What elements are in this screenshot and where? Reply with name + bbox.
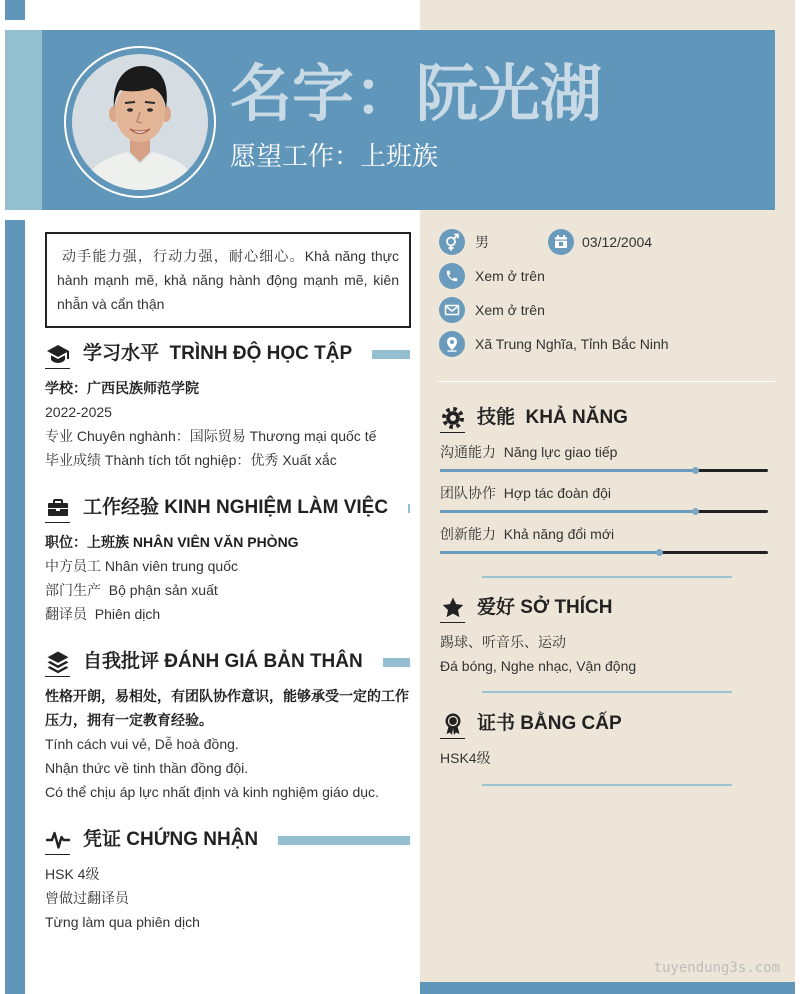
- heading-underline: [45, 522, 70, 523]
- birthday-row: [548, 229, 652, 255]
- hobby-item: Đá bóng, Nghe nhạc, Vận động: [440, 658, 637, 674]
- skill-bar: [440, 551, 768, 554]
- heading-bar: [278, 836, 410, 845]
- heading-underline: [440, 738, 465, 739]
- section-heading: [440, 594, 768, 622]
- heading-bar: [372, 350, 410, 359]
- gender-row: [439, 229, 489, 255]
- section-heading: [45, 648, 410, 676]
- section-title: 工作经验 KINH NGHIỆM LÀM VIỆC: [83, 497, 389, 518]
- experience-item: 翻译员 Phiên dịch: [45, 606, 161, 622]
- section-body: [45, 530, 410, 626]
- skill-label: 团队协作 Hợp tác đoàn đội: [440, 485, 612, 501]
- contact-divider: [438, 381, 775, 382]
- phone-icon: [439, 263, 465, 289]
- watermark: tuyendung3s.com: [653, 960, 780, 976]
- skill-bar-knob: [692, 508, 699, 515]
- summary-box: 动手能力强，行动力强，耐心细心。Khả năng thực hành mạnh mẽ, khả năng hành động mạnh mẽ, kiên nhẫn và cẩn thận: [45, 232, 411, 328]
- heading-underline: [440, 432, 465, 433]
- skill-bar-fill: [440, 510, 696, 513]
- skill-bar: [440, 510, 768, 513]
- bottom-accent-strip: [420, 982, 795, 994]
- section-heading: [45, 494, 410, 522]
- section-heading: [440, 710, 768, 738]
- credentials-section: [45, 826, 410, 986]
- skill-bar: [440, 469, 768, 472]
- heading-bar: [408, 504, 410, 513]
- skill-bar-fill: [440, 469, 696, 472]
- assessment-item: Có thể chịu áp lực nhất định và kinh nghiệm giáo dục.: [45, 784, 379, 800]
- skill-label: 沟通能力 Năng lực giao tiếp: [440, 444, 618, 460]
- section-body: [440, 746, 775, 770]
- section-title: 自我批评 ĐÁNH GIÁ BẢN THÂN: [83, 651, 363, 672]
- section-title: 爱好 SỞ THÍCH: [477, 597, 613, 618]
- section-heading: [45, 826, 410, 854]
- skill-label: 创新能力 Khả năng đổi mới: [440, 526, 615, 542]
- skills-list: [440, 440, 768, 563]
- assessment-item: Nhận thức về tinh thần đồng đội.: [45, 760, 249, 776]
- email-value: Xem ở trên: [475, 302, 545, 318]
- skill-item: [440, 522, 768, 563]
- section-body: [440, 630, 775, 678]
- education-section: [45, 340, 410, 500]
- star-icon: [440, 596, 465, 620]
- section-title: 证书 BẰNG CẤP: [477, 713, 622, 734]
- gender-value: 男: [475, 234, 489, 250]
- heading-underline: [440, 622, 465, 623]
- credential-item: HSK 4级: [45, 866, 100, 882]
- header-accent-strip: [5, 30, 42, 210]
- assessment-highlight: 性格开朗，易相处，有团队协作意识，能够承受一定的工作压力，拥有一定教育经验。: [45, 688, 409, 728]
- graduation-result: 毕业成绩 Thành tích tốt nghiệp：优秀 Xuất xắc: [45, 452, 337, 468]
- profile-photo: [72, 54, 208, 190]
- candidate-name: 名字：阮光湖: [230, 60, 603, 129]
- section-body: [45, 862, 410, 934]
- location-icon: [439, 331, 465, 357]
- skill-bar-knob: [656, 549, 663, 556]
- award-icon: [440, 712, 465, 736]
- heading-bar: [383, 658, 410, 667]
- address-row: [439, 331, 669, 357]
- school-name: 学校：广西民族师范学院: [45, 380, 199, 396]
- desired-job: 愿望工作：上班族: [230, 141, 439, 171]
- heading-underline: [45, 854, 70, 855]
- gender-icon: [439, 229, 465, 255]
- address-value: Xã Trung Nghĩa, Tỉnh Bắc Ninh: [475, 336, 669, 352]
- section-body: [45, 376, 410, 472]
- skills-section: [440, 404, 768, 564]
- experience-item: 中方员工 Nhân viên trung quốc: [45, 558, 238, 574]
- section-heading: [45, 340, 410, 368]
- corner-accent-square: [5, 0, 25, 20]
- email-icon: [439, 297, 465, 323]
- heading-underline: [45, 676, 70, 677]
- birthday-value: 03/12/2004: [582, 234, 653, 250]
- section-divider: [482, 576, 732, 578]
- layers-icon: [45, 650, 70, 674]
- email-row: [439, 297, 545, 323]
- section-divider: [482, 691, 732, 693]
- certificate-item: HSK4级: [440, 750, 491, 766]
- gear-icon: [440, 406, 465, 430]
- skill-item: [440, 440, 768, 481]
- section-heading: [440, 404, 768, 432]
- left-accent-strip: [5, 220, 25, 994]
- skill-bar-knob: [692, 467, 699, 474]
- certificates-section: [440, 710, 768, 870]
- experience-item: 部门生产 Bộ phận sản xuất: [45, 582, 218, 598]
- phone-value: Xem ở trên: [475, 268, 545, 284]
- section-title: 技能 KHẢ NĂNG: [477, 407, 628, 428]
- briefcase-icon: [45, 496, 70, 520]
- section-title: 凭证 CHỨNG NHẬN: [83, 829, 259, 850]
- study-period: 2022-2025: [45, 404, 112, 420]
- calendar-icon: [548, 229, 574, 255]
- phone-row: [439, 263, 545, 289]
- skill-item: [440, 481, 768, 522]
- graduation-cap-icon: [45, 342, 70, 366]
- section-body: [45, 684, 410, 804]
- section-title: 学习水平 TRÌNH ĐỘ HỌC TẬP: [83, 343, 353, 364]
- pulse-icon: [45, 828, 70, 852]
- credential-item: 曾做过翻译员: [45, 890, 129, 906]
- assessment-item: Tính cách vui vẻ, Dễ hoà đồng.: [45, 736, 239, 752]
- credential-item: Từng làm qua phiên dịch: [45, 914, 200, 930]
- section-divider: [482, 784, 732, 786]
- job-position: 职位：上班族 NHÂN VIÊN VĂN PHÒNG: [45, 534, 299, 550]
- experience-section: [45, 494, 410, 654]
- heading-underline: [45, 368, 70, 369]
- self-assessment-section: [45, 648, 410, 808]
- major: 专业 Chuyên nghành：国际贸易 Thương mại quốc tế: [45, 428, 377, 444]
- skill-bar-fill: [440, 551, 660, 554]
- hobby-item: 踢球、听音乐、运动: [440, 634, 566, 650]
